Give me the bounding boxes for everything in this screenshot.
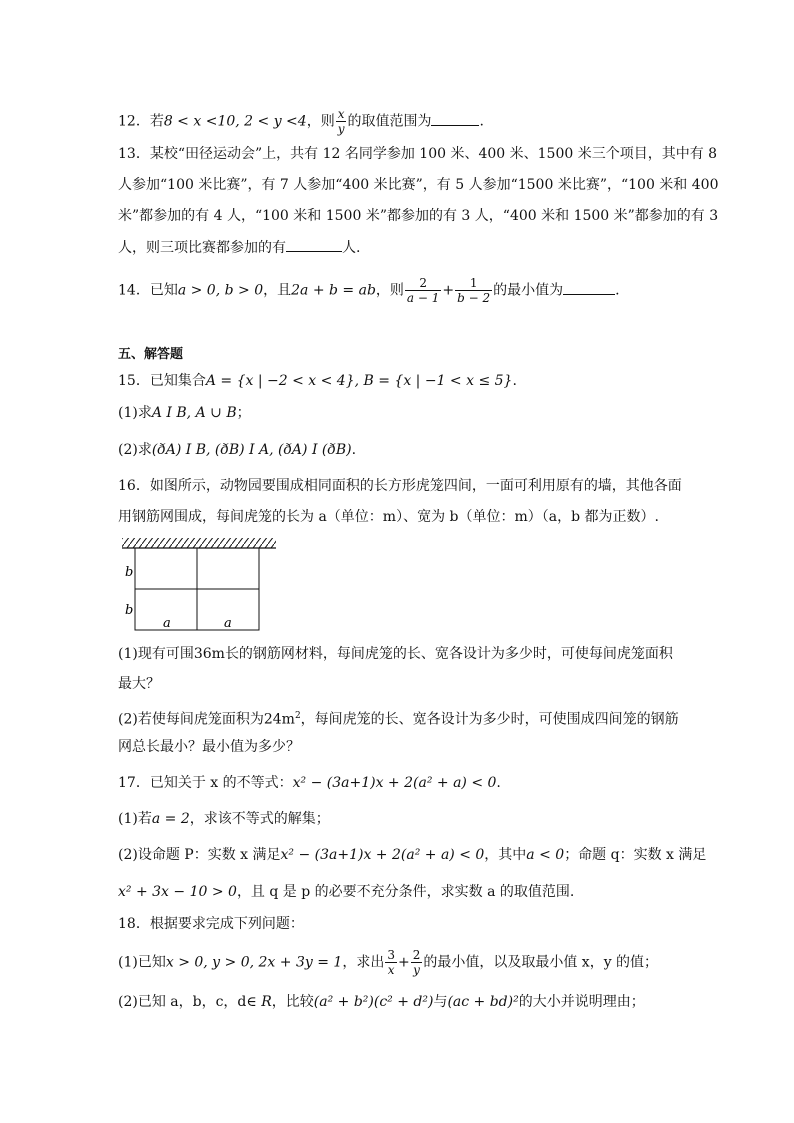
- q14-mid2: ，则: [375, 282, 404, 299]
- q18-p2-text-a: ，比较: [271, 994, 314, 1010]
- q15-p2-expr-c: B) I A, (ð: [228, 442, 292, 458]
- q14-answer-blank[interactable]: [563, 280, 615, 295]
- q13-line4-end: 人.: [342, 240, 361, 256]
- q16-p2-area: 24m: [263, 711, 295, 728]
- q18-fraction-1: [385, 948, 397, 977]
- q16-line2: 用钢筋网围成，每间虎笼的长为 a（单位：m）、宽为 b（单位：m）（a，b 都为正数）.: [118, 509, 659, 525]
- q17-part2-line1: [118, 844, 706, 866]
- q15-p1-label: (1)求: [118, 405, 152, 421]
- question-14: [118, 276, 620, 305]
- q16-p2-text-b: ，每间虎笼的长、宽各设计为多少时，可使围成四间笼的钢筋: [300, 711, 679, 728]
- q17-p2-text-b: ；命题 q：实数 x 满足: [564, 847, 707, 863]
- q14-suffix: 的最小值为: [493, 282, 564, 299]
- q12-end: .: [479, 113, 484, 130]
- q14-f1-num: 2: [405, 276, 441, 291]
- label-b-top: b: [125, 565, 134, 580]
- q16-part1-line2: 最大？: [118, 676, 160, 692]
- q15-stem: [118, 370, 517, 392]
- q15-p1-expr: A I B, A ∪ B: [151, 405, 237, 421]
- q18-p1-text-a: ，求出: [342, 954, 385, 971]
- q16-p2-text-a: (2)若使每间虎笼面积为: [118, 711, 264, 728]
- q18-f2-num: 2: [412, 948, 421, 962]
- q16-line1: 16．如图所示，动物园要围成相同面积的长方形虎笼四间，一面可利用原有的墙，其他各面: [118, 478, 682, 494]
- q12-frac-den: y: [337, 122, 345, 136]
- q15-stem-text: 15．已知集合: [118, 373, 206, 389]
- q12-prefix: 12．若: [118, 113, 164, 130]
- q13-line4-text: 人，则三项比赛都参加的有: [118, 240, 286, 256]
- q16-p1-length: 36m: [193, 646, 225, 662]
- q18-part1: [118, 948, 658, 977]
- label-a-left: a: [163, 616, 171, 631]
- q12-frac-num: x: [337, 107, 345, 121]
- q15-part2: [118, 439, 356, 461]
- q17-part2-line2: [118, 881, 574, 903]
- q17-stem-end: .: [496, 775, 501, 791]
- q14-f2-den: b − 2: [457, 291, 491, 305]
- q18-p2-expr-1: (a² + b²)(c² + d²): [313, 994, 434, 1010]
- q17-p1-value: a = 2: [151, 811, 190, 827]
- q18-p1-cond: x > 0, y > 0, 2x + 3y = 1: [165, 954, 343, 971]
- q14-plus: +: [442, 282, 455, 299]
- q18-p2-text-c: 的大小并说明理由；: [518, 994, 645, 1010]
- q17-p2-inequality: x² − (3a+1)x + 2(a² + a) < 0: [280, 847, 485, 863]
- q18-p1-text-b: 的最小值，以及取最小值 x，y 的值；: [423, 954, 659, 971]
- q17-p1-text: ，求该不等式的解集；: [189, 811, 330, 827]
- q12-condition: 8 < x <10, 2 < y <4: [163, 113, 307, 130]
- q13-answer-blank[interactable]: [286, 237, 342, 252]
- question-12: [118, 107, 484, 136]
- q18-f1-num: 3: [387, 948, 395, 962]
- q18-plus: +: [397, 954, 410, 971]
- q17-inequality: x² − (3a+1)x + 2(a² + a) < 0: [292, 775, 497, 791]
- q14-end: .: [615, 282, 620, 299]
- q13-line2: 人参加“100 米比赛”，有 7 人参加“400 米比赛”，有 5 人参加“1500 米比赛”，“100 米和 400: [118, 177, 719, 193]
- q18-p2-set: ∈ R: [246, 994, 272, 1010]
- q13-line4: [118, 237, 360, 259]
- q15-p2-expr-e: B): [335, 442, 352, 458]
- q14-mid1: ，且: [263, 282, 292, 299]
- q15-p2-label: (2)求: [118, 442, 152, 458]
- q15-part1: [118, 402, 251, 424]
- q14-prefix: 14．已知: [118, 282, 178, 299]
- q14-f1-den: a − 1: [406, 291, 440, 305]
- q17-p2-q-inequality: x² + 3x − 10 > 0: [118, 884, 237, 900]
- q14-condition: a > 0, b > 0: [177, 282, 264, 299]
- q16-part2-line1: [118, 705, 679, 731]
- q12-fraction: [336, 107, 347, 136]
- q17-p2-text-c: ，且 q 是 p 的必要不充分条件，求实数 a 的取值范围.: [236, 884, 575, 900]
- q18-p2-label: (2)已知 a，b，c，d: [118, 994, 247, 1010]
- q18-p2-text-b: 与: [433, 994, 448, 1010]
- q17-part1: [118, 808, 330, 830]
- q12-answer-blank[interactable]: [431, 111, 479, 126]
- q15-p2-end: .: [351, 442, 357, 458]
- label-b-bottom: b: [125, 603, 134, 618]
- q18-f1-den: x: [387, 963, 395, 977]
- q16-p2-area-sup: 2: [294, 711, 301, 721]
- q15-p1-end: ；: [236, 405, 251, 421]
- q17-p2-label: (2)设命题 P：实数 x 满足: [118, 847, 281, 863]
- q14-fraction-1: [405, 276, 441, 305]
- q18-fraction-2: [411, 948, 423, 977]
- q13-line1: 13．某校“田径运动会”上，共有 12 名同学参加 100 米、400 米、1500 米三个项目，其中有 8: [118, 146, 718, 162]
- q12-mid: ，则: [306, 113, 335, 130]
- q15-p2-expr-b: A) I B, (ð: [165, 442, 229, 458]
- q14-fraction-2: [455, 276, 492, 305]
- q16-part1-line1: [118, 643, 673, 665]
- q16-p1-text-b: 长的钢筋网材料，每间虎笼的长、宽各设计为多少时，可使每间虎笼面积: [224, 646, 673, 662]
- q17-p2-text-a: ，其中: [484, 847, 527, 863]
- q17-p2-cond: a < 0: [526, 847, 565, 863]
- tiger-cage-figure: [118, 536, 278, 636]
- q16-part2-line2: 网总长最小？最小值为多少？: [118, 739, 300, 755]
- section-heading: 五、解答题: [118, 347, 184, 362]
- q14-equation: 2a + b = ab: [291, 282, 376, 299]
- q18-part2: [118, 991, 645, 1013]
- q18-stem: 18．根据要求完成下列问题：: [118, 916, 304, 932]
- wall-hatching: [122, 538, 276, 548]
- q17-stem: [118, 772, 501, 794]
- label-a-right: a: [224, 616, 232, 631]
- q17-p1-label: (1)若: [118, 811, 152, 827]
- q15-stem-end: .: [512, 373, 517, 389]
- q15-p2-expr-a: (ð: [151, 442, 166, 458]
- q18-p2-expr-2: (ac + bd)²: [447, 994, 519, 1010]
- q17-stem-text: 17．已知关于 x 的不等式：: [118, 775, 293, 791]
- q18-f2-den: y: [413, 963, 420, 977]
- q16-p1-text-a: (1)现有可围: [118, 646, 194, 662]
- q14-f2-num: 1: [455, 276, 492, 291]
- q15-p2-expr-d: A) I (ð: [291, 442, 336, 458]
- q12-suffix: 的取值范围为: [347, 113, 432, 130]
- q13-line3: 米”都参加的有 4 人，“100 米和 1500 米”都参加的有 3 人，“400 米和 1500 米”都参加的有 3: [118, 208, 719, 224]
- q15-sets: A = {x | −2 < x < 4}, B = {x | −1 < x ≤ 5}: [205, 373, 513, 389]
- q18-p1-label: (1)已知: [118, 954, 166, 971]
